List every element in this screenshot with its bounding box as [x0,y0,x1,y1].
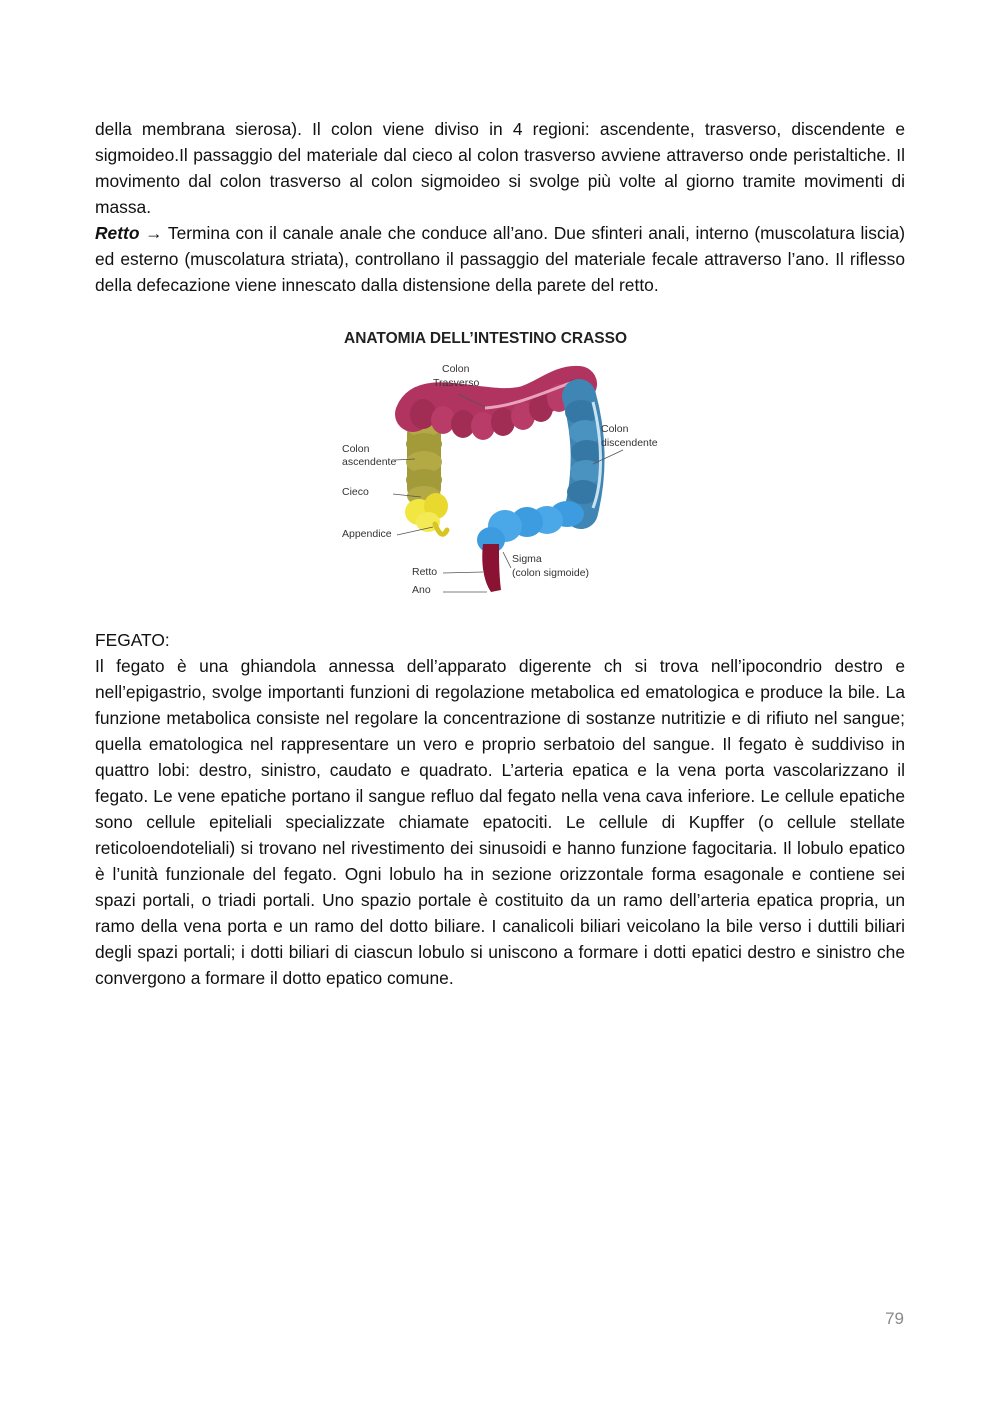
label-cieco: Cieco [342,486,369,498]
page-number: 79 [885,1309,904,1328]
fegato-paragraph: Il fegato è una ghiandola annessa dell’apparato digerente ch si trova nell’ipocondrio destro e nell’epigastrio, svolge importanti funzioni di regolazione metabolica ed ematologica e produce la bile. La funzione metabolica consiste nel regolare la concentrazione di sostanze nutritizie e di rifiuto nel sangue; quella ematologica nel rappresentare un vero e proprio serbatoio del sangue. Il fegato è suddiviso in quattro lobi: destro, sinistro, caudato e quadrato. L’arteria epatica e la vena porta vascolarizzano il fegato. Le vene epatiche portano il sangue refluo dal fegato nella vena cava inferiore. Le cellule epatiche sono cellule epiteliali specializzate chiamate epatociti. Le cellule di Kupffer (o cellule stellate reticoloendoteliali) si trovano nel rivestimento dei sinusoidi e hanno funzione fagocitaria. Il lobulo epatico è l’unità funzionale del fegato. Ogni lobulo ha in sezione orizzontale forma esagonale e contiene sei spazi portali, o triadi portali. Uno spazio portale è costituito da un ramo dell’arteria epatica propria, un ramo della vena porta e un ramo del dotto biliare. I canalicoli biliari veicolano la bile verso i duttili biliari degli spazi portali; i dotti biliari di ciascun lobulo si uniscono a formare i dotti epatici destro e sinistro che convergono a formare il dotto epatico comune. [95,656,905,988]
label-appendice: Appendice [342,528,392,540]
label-colon-trasverso-line2: Trasverso [433,377,480,389]
retto-text: Termina con il canale anale che conduce all’ano. Due sfinteri anali, interno (muscolatura liscia) ed esterno (muscolatura striata), controllano il passaggio del materiale fecale attraverso l’ano. Il riflesso della defecazione viene innescato dalla distensione della parete del retto. [95,223,905,295]
large-intestine-illustration [335,322,675,607]
fegato-heading: FEGATO: [95,630,170,650]
fegato-section [95,627,905,991]
label-colon-ascendente-line2: ascendente [342,456,397,468]
retto-paragraph [95,220,905,298]
label-retto: Retto [412,566,438,578]
label-sigma-line2: (colon sigmoide) [512,567,590,579]
large-intestine-anatomy-figure [335,322,675,607]
colon-discendente-shape [565,396,603,512]
colon-paragraph: della membrana sierosa). Il colon viene diviso in 4 regioni: ascendente, trasverso, discendente e sigmoideo.Il passaggio del materiale dal cieco al colon trasverso avviene attraverso onde peristaltiche. Il movimento dal colon trasverso al colon sigmoideo si svolge più volte al giorno tramite movimenti di massa. [95,119,905,217]
arrow-right-icon: → [145,223,163,243]
label-colon-trasverso-line1: Colon [442,363,470,375]
label-ano: Ano [412,584,431,596]
label-colon-ascendente-line1: Colon [342,443,370,455]
label-colon-discendente-line1: Colon [601,423,629,435]
colon-retto-text-block [95,116,905,298]
label-colon-discendente-line2: discendente [601,437,658,449]
label-sigma-line1: Sigma [512,553,542,565]
figure-title: ANATOMIA DELL’INTESTINO CRASSO [344,330,628,347]
retto-shape [482,544,501,592]
retto-label: Retto [95,223,140,243]
